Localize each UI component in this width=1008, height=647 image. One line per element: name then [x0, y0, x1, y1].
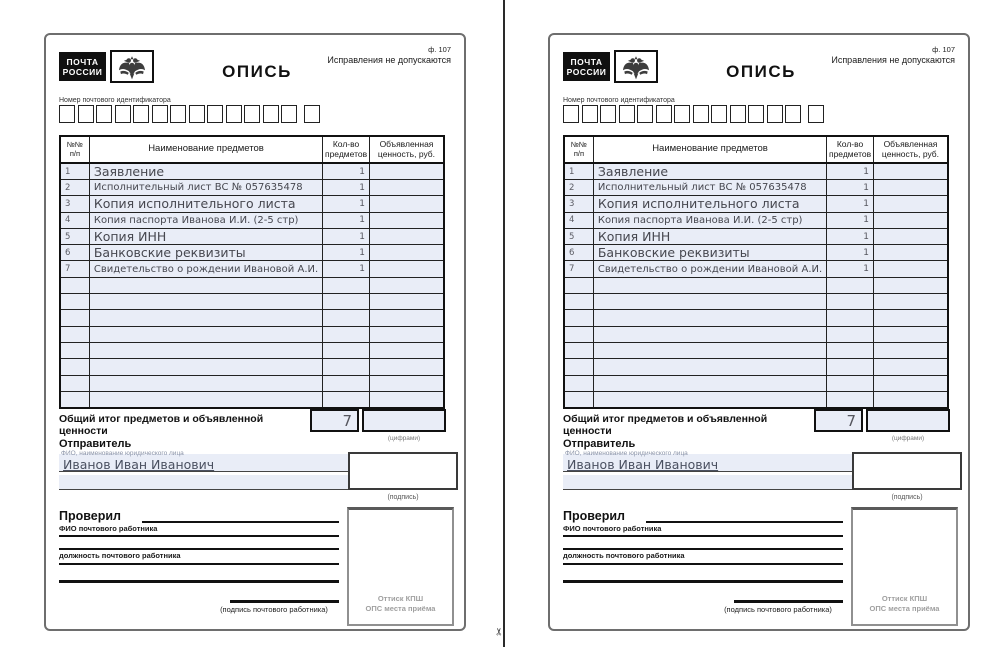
row-num-field[interactable] [60, 310, 89, 326]
item-name-field[interactable] [89, 375, 322, 391]
item-value-field[interactable] [873, 342, 948, 358]
sender-section-label: Отправитель [59, 438, 132, 450]
table-row-empty [60, 294, 444, 310]
item-qty-field[interactable] [827, 359, 874, 375]
item-qty-field[interactable] [827, 294, 874, 310]
table-header-row [564, 136, 948, 163]
sender-name-field[interactable]: Иванов Иван Иванович [563, 454, 855, 472]
sender-name-field[interactable]: Иванов Иван Иванович [59, 454, 351, 472]
table-row-empty [564, 310, 948, 326]
item-value-field[interactable] [369, 212, 444, 228]
row-num-field[interactable] [60, 391, 89, 407]
postal-id-cell [189, 105, 205, 123]
postal-id-cell [730, 105, 746, 123]
sender-section-label: Отправитель [563, 438, 636, 450]
digits-hint: (цифрами) [891, 435, 925, 442]
digits-hint: (цифрами) [387, 435, 421, 442]
sender-fio-caption: ФИО, наименование юридического лица [61, 450, 184, 457]
sender-signature-hint: (подпись) [387, 494, 419, 501]
table-row-empty [60, 310, 444, 326]
postal-id-cell [563, 105, 579, 123]
worker-signature-line [734, 600, 843, 603]
table-row [564, 196, 948, 212]
stamp-box [347, 507, 454, 626]
item-name-field[interactable]: Копия ИНН [593, 228, 826, 244]
item-name-field[interactable]: Исполнительный лист ВС № 057635478 [89, 180, 322, 196]
row-num-field[interactable]: 4 [564, 212, 593, 228]
write-line [563, 563, 843, 565]
item-name-field[interactable] [593, 326, 826, 342]
table-row-empty [564, 342, 948, 358]
worker-signature-hint: (подпись почтового работника) [724, 605, 832, 614]
write-line [59, 548, 339, 550]
postal-id-cell [152, 105, 168, 123]
row-num-field[interactable] [564, 359, 593, 375]
postal-id-cell [637, 105, 653, 123]
row-num-field[interactable]: 6 [60, 245, 89, 261]
sender-signature-box [852, 452, 962, 490]
postal-id-cell [711, 105, 727, 123]
row-num-field[interactable] [564, 294, 593, 310]
logo-line2: РОССИИ [566, 67, 607, 77]
item-name-field[interactable] [89, 342, 322, 358]
stamp-hint-line1: Оттиск КПШ [377, 594, 424, 603]
item-qty-field[interactable] [827, 277, 874, 293]
table-row-empty [564, 359, 948, 375]
item-name-field[interactable] [89, 326, 322, 342]
postal-id-cell [767, 105, 783, 123]
row-num-field[interactable] [60, 277, 89, 293]
row-num-field[interactable] [60, 326, 89, 342]
item-value-field[interactable] [873, 391, 948, 407]
checker-fio-label: ФИО почтового работника [59, 524, 158, 533]
total-value-field[interactable] [362, 409, 446, 432]
table-row-empty [60, 342, 444, 358]
item-value-field[interactable] [873, 261, 948, 277]
form-title: ОПИСЬ [222, 62, 292, 81]
item-value-field[interactable] [369, 180, 444, 196]
row-num-field[interactable] [564, 310, 593, 326]
postal-id-label: Номер почтового идентификатора [59, 97, 171, 104]
item-name-field[interactable]: Копия паспорта Иванова И.И. (2-5 стр) [593, 212, 826, 228]
item-value-field[interactable] [369, 196, 444, 212]
item-qty-field[interactable]: 1 [323, 196, 370, 212]
item-value-field[interactable] [873, 212, 948, 228]
table-row [60, 180, 444, 196]
postal-id-cell [582, 105, 598, 123]
item-qty-field[interactable] [323, 342, 370, 358]
item-value-field[interactable] [369, 245, 444, 261]
item-name-field[interactable]: Свидетельство о рождении Ивановой А.И. [593, 261, 826, 277]
postal-id-cell [693, 105, 709, 123]
table-row-empty [60, 359, 444, 375]
stamp-hint-line2: ОПС места приёма [869, 604, 940, 613]
row-num-field[interactable] [60, 294, 89, 310]
item-value-field[interactable] [369, 310, 444, 326]
sender-name-field-2[interactable] [563, 475, 855, 490]
checker-write-line [142, 521, 339, 523]
item-name-field[interactable]: Копия исполнительного листа [89, 196, 322, 212]
postal-id-cell [226, 105, 242, 123]
item-name-field[interactable] [89, 294, 322, 310]
table-row-empty [564, 375, 948, 391]
postal-id-cell [133, 105, 149, 123]
col-header-name: Наименование предметов [89, 136, 322, 163]
postal-id-cell [59, 105, 75, 123]
item-qty-field[interactable]: 1 [827, 163, 874, 180]
item-value-field[interactable] [873, 375, 948, 391]
col-header-num: №№ п/п [60, 136, 89, 163]
row-num-field[interactable]: 3 [60, 196, 89, 212]
postal-id-cell [207, 105, 223, 123]
postal-id-cell [808, 105, 824, 123]
row-num-field[interactable] [60, 375, 89, 391]
item-value-field[interactable] [369, 261, 444, 277]
table-row [60, 245, 444, 261]
row-num-field[interactable]: 6 [564, 245, 593, 261]
item-qty-field[interactable]: 1 [323, 180, 370, 196]
postal-id-cell [170, 105, 186, 123]
item-qty-field[interactable] [827, 342, 874, 358]
item-name-field[interactable]: Свидетельство о рождении Ивановой А.И. [89, 261, 322, 277]
item-name-field[interactable] [593, 359, 826, 375]
write-line [563, 580, 843, 583]
item-name-field[interactable]: Копия исполнительного листа [593, 196, 826, 212]
sender-fio-caption: ФИО, наименование юридического лица [565, 450, 688, 457]
table-row-empty [564, 391, 948, 407]
item-name-field[interactable]: Заявление [89, 163, 322, 180]
write-line [563, 548, 843, 550]
item-qty-field[interactable]: 1 [323, 245, 370, 261]
item-qty-field[interactable]: 1 [323, 163, 370, 180]
checker-position-label: должность почтового работника [59, 551, 181, 560]
postal-id-boxes [563, 105, 826, 123]
item-name-field[interactable]: Копия паспорта Иванова И.И. (2-5 стр) [89, 212, 322, 228]
row-num-field[interactable] [60, 342, 89, 358]
items-table [563, 135, 949, 409]
total-qty-field[interactable]: 7 [814, 409, 863, 432]
row-num-field[interactable]: 5 [564, 228, 593, 244]
item-qty-field[interactable] [323, 277, 370, 293]
stamp-hint-line2: ОПС места приёма [365, 604, 436, 613]
row-num-field[interactable]: 2 [564, 180, 593, 196]
item-value-field[interactable] [873, 196, 948, 212]
worker-signature-line [230, 600, 339, 603]
item-value-field[interactable] [873, 359, 948, 375]
postal-id-cell [281, 105, 297, 123]
item-qty-field[interactable] [827, 375, 874, 391]
table-row [60, 163, 444, 180]
item-qty-field[interactable] [323, 310, 370, 326]
sender-signature-box [348, 452, 458, 490]
item-qty-field[interactable] [827, 326, 874, 342]
checker-fio-label: ФИО почтового работника [563, 524, 662, 533]
table-row-empty [564, 277, 948, 293]
worker-signature-hint: (подпись почтового работника) [220, 605, 328, 614]
table-row-empty [60, 375, 444, 391]
item-value-field[interactable] [873, 277, 948, 293]
item-qty-field[interactable]: 1 [827, 180, 874, 196]
row-num-field[interactable]: 7 [60, 261, 89, 277]
table-row [564, 228, 948, 244]
logo-line2: РОССИИ [62, 67, 103, 77]
item-name-field[interactable] [593, 294, 826, 310]
sender-signature-hint: (подпись) [891, 494, 923, 501]
item-name-field[interactable] [89, 277, 322, 293]
item-qty-field[interactable] [323, 391, 370, 407]
item-qty-field[interactable] [323, 375, 370, 391]
row-num-field[interactable] [60, 359, 89, 375]
col-header-name: Наименование предметов [593, 136, 826, 163]
postal-id-cell [600, 105, 616, 123]
checker-section-label: Проверил [563, 509, 625, 523]
form-code: ф. 107 [932, 45, 955, 54]
item-name-field[interactable] [593, 375, 826, 391]
item-qty-field[interactable]: 1 [827, 245, 874, 261]
write-line [59, 563, 339, 565]
write-line [563, 535, 843, 537]
item-value-field[interactable] [873, 228, 948, 244]
checker-section-label: Проверил [59, 509, 121, 523]
form-page-left [44, 33, 466, 631]
postal-id-cell [674, 105, 690, 123]
total-value-field[interactable] [866, 409, 950, 432]
item-name-field[interactable]: Банковские реквизиты [593, 245, 826, 261]
item-name-field[interactable] [89, 391, 322, 407]
row-num-field[interactable] [564, 375, 593, 391]
row-num-field[interactable] [564, 391, 593, 407]
stamp-hint-line1: Оттиск КПШ [881, 594, 928, 603]
no-corrections-note: Исправления не допускаются [831, 55, 955, 65]
item-value-field[interactable] [369, 342, 444, 358]
total-qty-field[interactable]: 7 [310, 409, 359, 432]
item-name-field[interactable] [593, 310, 826, 326]
postal-id-cell [619, 105, 635, 123]
item-value-field[interactable] [369, 391, 444, 407]
postal-id-cell [656, 105, 672, 123]
item-name-field[interactable] [593, 342, 826, 358]
item-qty-field[interactable]: 1 [323, 261, 370, 277]
table-row [564, 163, 948, 180]
form-code: ф. 107 [428, 45, 451, 54]
item-value-field[interactable] [873, 310, 948, 326]
item-name-field[interactable] [89, 310, 322, 326]
item-qty-field[interactable] [827, 391, 874, 407]
table-row [564, 212, 948, 228]
postal-id-cell [748, 105, 764, 123]
table-row [564, 261, 948, 277]
table-row-empty [60, 326, 444, 342]
row-num-field[interactable] [564, 326, 593, 342]
total-label: Общий итог предметов и объявленной ценности [563, 413, 768, 437]
row-num-field[interactable]: 7 [564, 261, 593, 277]
item-name-field[interactable] [593, 277, 826, 293]
table-row [564, 245, 948, 261]
sender-name-field-2[interactable] [59, 475, 351, 490]
table-row-empty [564, 294, 948, 310]
write-line [59, 580, 339, 583]
no-corrections-note: Исправления не допускаются [327, 55, 451, 65]
checker-position-label: должность почтового работника [563, 551, 685, 560]
postal-id-cell [244, 105, 260, 123]
item-value-field[interactable] [873, 180, 948, 196]
item-qty-field[interactable]: 1 [827, 196, 874, 212]
item-value-field[interactable] [369, 375, 444, 391]
form-page-right [548, 33, 970, 631]
postal-id-cell [78, 105, 94, 123]
item-value-field[interactable] [369, 359, 444, 375]
postal-id-boxes [59, 105, 322, 123]
item-qty-field[interactable]: 1 [827, 228, 874, 244]
item-qty-field[interactable]: 1 [323, 228, 370, 244]
item-value-field[interactable] [873, 245, 948, 261]
logo-line1: ПОЧТА [570, 57, 603, 67]
item-value-field[interactable] [873, 294, 948, 310]
cut-line [503, 0, 505, 647]
table-row [60, 212, 444, 228]
postal-id-label: Номер почтового идентификатора [563, 97, 675, 104]
item-qty-field[interactable] [323, 359, 370, 375]
item-value-field[interactable] [369, 277, 444, 293]
row-num-field[interactable]: 5 [60, 228, 89, 244]
item-name-field[interactable]: Банковские реквизиты [89, 245, 322, 261]
stamp-box [851, 507, 958, 626]
scissors-icon: ✂ [494, 627, 506, 636]
item-name-field[interactable] [89, 359, 322, 375]
item-value-field[interactable] [369, 294, 444, 310]
row-num-field[interactable]: 1 [564, 163, 593, 180]
logo-line1: ПОЧТА [66, 57, 99, 67]
table-row [564, 180, 948, 196]
postal-id-cell [785, 105, 801, 123]
item-name-field[interactable] [593, 391, 826, 407]
col-header-value: Объявленная ценность, руб. [369, 136, 444, 163]
col-header-qty: Кол-во предметов [323, 136, 370, 163]
row-num-field[interactable] [564, 342, 593, 358]
item-qty-field[interactable] [323, 326, 370, 342]
form-title: ОПИСЬ [726, 62, 796, 81]
postal-id-cell [115, 105, 131, 123]
row-num-field[interactable]: 1 [60, 163, 89, 180]
item-name-field[interactable]: Исполнительный лист ВС № 057635478 [593, 180, 826, 196]
postal-id-cell [96, 105, 112, 123]
table-row-empty [60, 391, 444, 407]
table-row [60, 196, 444, 212]
item-qty-field[interactable]: 1 [827, 212, 874, 228]
total-label: Общий итог предметов и объявленной ценности [59, 413, 264, 437]
item-value-field[interactable] [369, 163, 444, 180]
item-name-field[interactable]: Заявление [593, 163, 826, 180]
postal-id-cell [263, 105, 279, 123]
items-table [59, 135, 445, 409]
item-value-field[interactable] [369, 326, 444, 342]
item-qty-field[interactable]: 1 [827, 261, 874, 277]
item-name-field[interactable]: Копия ИНН [89, 228, 322, 244]
item-value-field[interactable] [873, 326, 948, 342]
postal-id-cell [304, 105, 320, 123]
col-header-value: Объявленная ценность, руб. [873, 136, 948, 163]
item-value-field[interactable] [369, 228, 444, 244]
table-row [60, 261, 444, 277]
table-row [60, 228, 444, 244]
checker-write-line [646, 521, 843, 523]
row-num-field[interactable]: 4 [60, 212, 89, 228]
row-num-field[interactable] [564, 277, 593, 293]
item-qty-field[interactable] [827, 310, 874, 326]
table-row-empty [564, 326, 948, 342]
item-value-field[interactable] [873, 163, 948, 180]
write-line [59, 535, 339, 537]
row-num-field[interactable]: 2 [60, 180, 89, 196]
table-row-empty [60, 277, 444, 293]
item-qty-field[interactable] [323, 294, 370, 310]
row-num-field[interactable]: 3 [564, 196, 593, 212]
item-qty-field[interactable]: 1 [323, 212, 370, 228]
col-header-num: №№ п/п [564, 136, 593, 163]
table-header-row [60, 136, 444, 163]
col-header-qty: Кол-во предметов [827, 136, 874, 163]
